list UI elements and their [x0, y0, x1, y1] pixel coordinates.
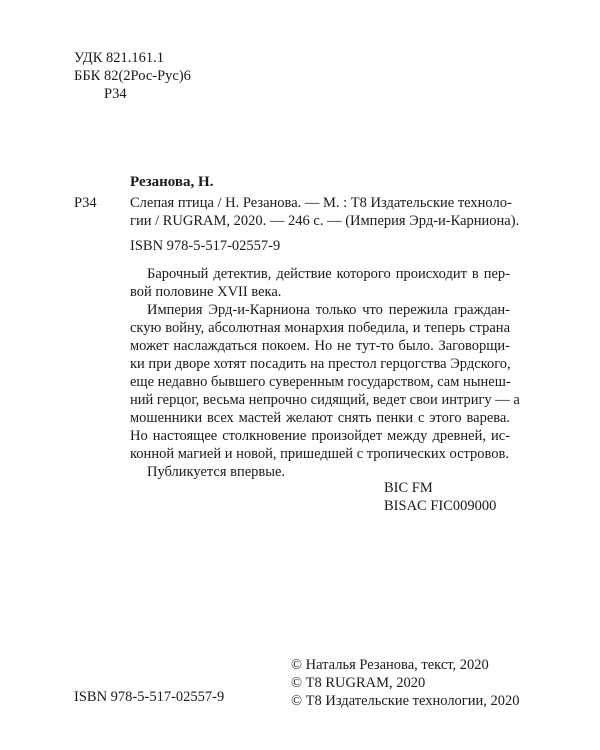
copyright-block [291, 656, 520, 710]
author-heading: Резанова, Н. [130, 174, 214, 190]
annotation-line: скую войну, абсолютная монархия победила, и теперь страна [130, 320, 510, 336]
annotation-line: Барочный детектив, действие которого происходит в пер- [147, 266, 510, 282]
annotation-line: ний герцог, весьма непрочно сидящий, ведет свои интригу — а [130, 392, 520, 408]
annotation-line: ки при дворе хотят посадить на престол герцогства Эрдского, [130, 356, 511, 372]
classification-block [74, 49, 191, 103]
bbk-code: ББК 82(2Рос-Рус)6 [74, 68, 191, 84]
bic-code: BIC FM [384, 480, 433, 496]
bibliographic-line: гии / RUGRAM, 2020. — 246 с. — (Империя Эрд-и-Карниона). [130, 213, 520, 229]
annotation-line: может наслаждаться покоем. Но не тут-то было. Заговорщи- [130, 338, 510, 354]
annotation-line: мошенники всех мастей желают снять пенки с этого варева. [130, 410, 510, 426]
bibliographic-description [130, 194, 520, 230]
footer-isbn: ISBN 978-5-517-02557-9 [74, 689, 225, 705]
annotation-line: вой половине XVII века. [130, 284, 282, 300]
bibliographic-line: Слепая птица / Н. Резанова. — М. : Т8 Издательские техноло- [130, 195, 512, 211]
annotation-line: конной магией и новой, пришедшей с тропических островов. [130, 446, 510, 462]
record-author-code: Р34 [74, 195, 97, 211]
annotation-line: еще недавно бывшего суверенным государством, сам нынеш- [130, 374, 511, 390]
bisac-code: BISAC FIC009000 [384, 498, 497, 514]
copyright-line: © Т8 RUGRAM, 2020 [291, 675, 426, 691]
annotation-line: Империя Эрд-и-Карниона только что пережила граждан- [147, 302, 510, 318]
copyright-line: © Т8 Издательские технологии, 2020 [291, 693, 520, 709]
annotation [130, 265, 520, 481]
copyright-line: © Наталья Резанова, текст, 2020 [291, 657, 489, 673]
udk-code: УДК 821.161.1 [74, 50, 164, 66]
annotation-line: Публикуется впервые. [147, 464, 286, 480]
author-code: Р34 [104, 86, 127, 102]
subject-codes [384, 479, 496, 515]
isbn: ISBN 978-5-517-02557-9 [130, 238, 281, 254]
annotation-line: Но настоящее столкновение произойдет между древней, ис- [130, 428, 510, 444]
